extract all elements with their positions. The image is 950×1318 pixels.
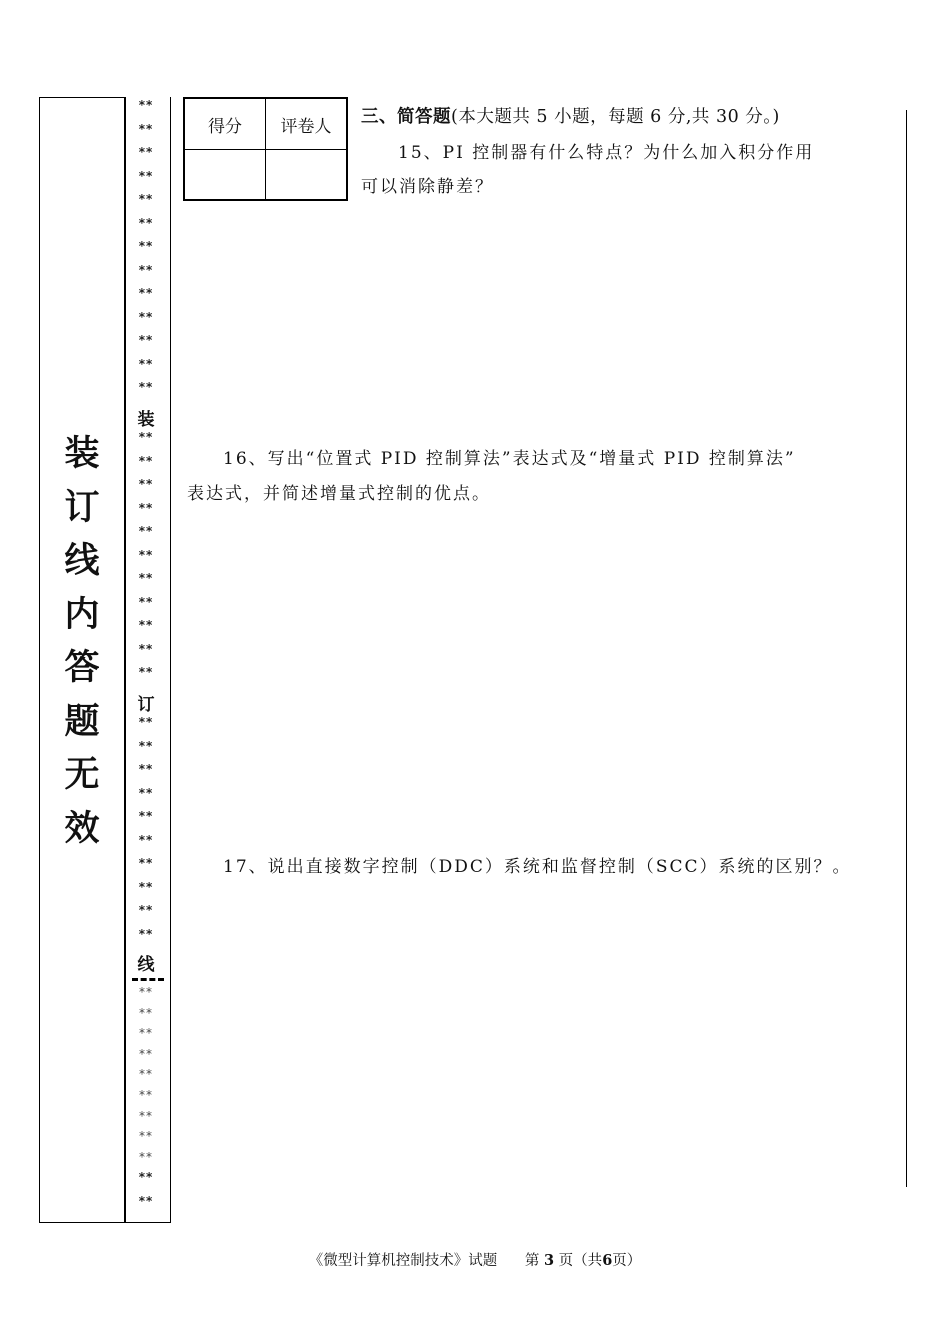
star-mark: ** bbox=[139, 1108, 153, 1123]
binding-margin-bottom-border bbox=[125, 1222, 171, 1223]
question-16-line-1: 16、写出“位置式 PID 控制算法”表达式及“增量式 PID 控制算法” bbox=[223, 449, 796, 469]
question-15-line-1: 15、PI 控制器有什么特点？为什么加入积分作用 bbox=[398, 143, 815, 163]
star-mark: ** bbox=[138, 665, 154, 679]
footer-course-title: 《微型计算机控制技术》试题 bbox=[308, 1253, 498, 1269]
star-mark: ** bbox=[138, 618, 154, 632]
star-mark: ** bbox=[138, 594, 154, 609]
binding-warning-char: 无 bbox=[64, 755, 100, 795]
section-heading bbox=[361, 103, 780, 128]
star-mark: ** bbox=[138, 809, 154, 823]
star-mark: ** bbox=[138, 286, 154, 300]
star-mark: ** bbox=[139, 1067, 153, 1082]
star-mark: ** bbox=[138, 641, 154, 656]
star-mark: ** bbox=[138, 121, 154, 136]
footer-page-number: 3 bbox=[543, 1252, 555, 1269]
star-mark: ** bbox=[138, 524, 154, 538]
binding-warning-char: 线 bbox=[64, 541, 100, 581]
binding-warning-char: 答 bbox=[64, 648, 100, 688]
binding-mark-zhuang: 装 bbox=[137, 410, 155, 430]
star-mark: ** bbox=[139, 1149, 153, 1164]
binding-margin-right-border bbox=[170, 97, 171, 1223]
binding-warning-char: 题 bbox=[64, 701, 100, 742]
star-mark: ** bbox=[138, 926, 154, 941]
binding-warning-char: 内 bbox=[64, 594, 100, 635]
star-mark: ** bbox=[138, 547, 154, 562]
footer-page-mid: 页（共 bbox=[554, 1253, 603, 1269]
score-table bbox=[183, 97, 348, 201]
question-16-line-2: 表达式，并简述增量式控制的优点。 bbox=[187, 484, 491, 504]
star-mark: ** bbox=[138, 215, 154, 230]
binding-mark-xian: 线 bbox=[137, 955, 155, 975]
star-column-lower bbox=[131, 982, 161, 1167]
star-mark: ** bbox=[138, 380, 154, 394]
star-mark: ** bbox=[138, 168, 154, 183]
star-column-top bbox=[131, 94, 161, 400]
footer-page-suffix: 页） bbox=[612, 1253, 642, 1269]
star-mark: ** bbox=[138, 239, 154, 253]
star-mark: ** bbox=[138, 856, 154, 870]
binding-warning-text bbox=[39, 428, 125, 856]
star-mark: ** bbox=[139, 1046, 153, 1061]
star-mark: ** bbox=[139, 985, 153, 999]
question-15-line-2: 可以消除静差？ bbox=[361, 177, 494, 197]
star-mark: ** bbox=[138, 145, 154, 159]
star-mark: ** bbox=[138, 453, 154, 468]
star-mark: ** bbox=[138, 571, 154, 585]
star-mark: ** bbox=[138, 333, 154, 347]
footer-page-prefix: 第 bbox=[524, 1253, 544, 1269]
star-mark: ** bbox=[139, 1087, 153, 1102]
star-mark: ** bbox=[138, 356, 154, 371]
question-17: 17、说出直接数字控制（DDC）系统和监督控制（SCC）系统的区别？。 bbox=[223, 857, 852, 877]
grader-header: 评卷人 bbox=[266, 98, 348, 150]
binding-warning-char: 订 bbox=[64, 487, 100, 528]
star-mark: ** bbox=[138, 903, 154, 917]
star-mark: ** bbox=[138, 262, 154, 277]
star-column-upper bbox=[131, 426, 161, 685]
grader-cell[interactable] bbox=[266, 150, 348, 201]
star-mark: ** bbox=[138, 1170, 154, 1184]
star-mark: ** bbox=[138, 477, 154, 491]
binding-warning-char: 效 bbox=[64, 808, 100, 849]
star-mark: ** bbox=[138, 192, 154, 206]
binding-cut-line bbox=[132, 978, 164, 981]
star-mark: ** bbox=[139, 1005, 153, 1020]
star-mark: ** bbox=[138, 98, 154, 112]
footer-total-pages: 6 bbox=[602, 1252, 613, 1269]
page-footer bbox=[0, 1249, 950, 1270]
binding-warning-char: 装 bbox=[64, 434, 100, 474]
star-mark: ** bbox=[138, 500, 154, 515]
star-mark: ** bbox=[139, 1129, 153, 1144]
star-mark: ** bbox=[138, 715, 154, 729]
star-mark: ** bbox=[138, 785, 154, 800]
star-mark: ** bbox=[138, 430, 154, 444]
score-header: 得分 bbox=[184, 98, 266, 150]
star-column-middle bbox=[131, 711, 161, 946]
star-column-bottom bbox=[131, 1166, 161, 1213]
star-mark: ** bbox=[138, 738, 154, 753]
star-mark: ** bbox=[138, 879, 154, 894]
star-mark: ** bbox=[139, 1026, 153, 1041]
star-mark: ** bbox=[138, 832, 154, 847]
star-mark: ** bbox=[138, 309, 154, 324]
section-title: 三、简答题 bbox=[361, 107, 451, 127]
score-cell[interactable] bbox=[184, 150, 266, 201]
star-mark: ** bbox=[138, 762, 154, 776]
star-mark: ** bbox=[138, 1193, 154, 1208]
binding-mark-ding: 订 bbox=[137, 695, 155, 715]
right-margin-line bbox=[906, 110, 907, 1187]
binding-margin-divider bbox=[125, 97, 126, 1223]
section-note: (本大题共 5 小题，每题 6 分,共 30 分。) bbox=[451, 107, 780, 127]
